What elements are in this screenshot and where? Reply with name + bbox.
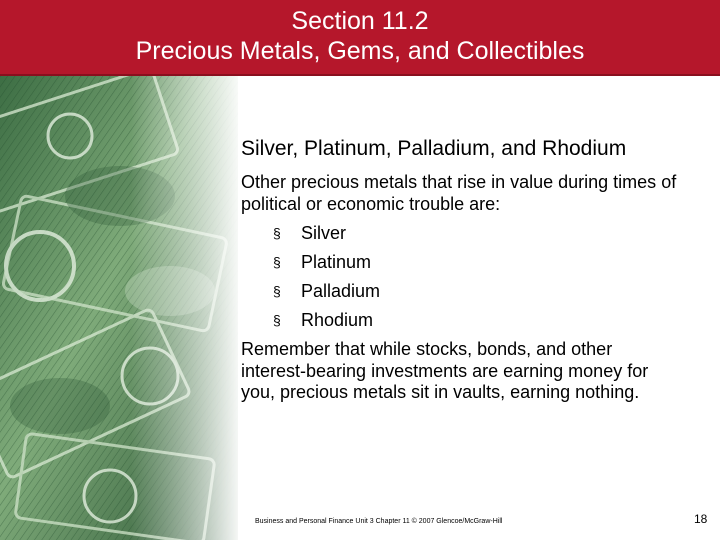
list-item xyxy=(241,277,681,306)
bullet-mark: § xyxy=(273,312,281,328)
list-item-text: Palladium xyxy=(301,281,381,301)
bullet-mark: § xyxy=(273,225,281,241)
title-line-2: Precious Metals, Gems, and Collectibles xyxy=(135,37,585,65)
intro-text: Other precious metals that rise in value during times of political or economic trouble are: xyxy=(241,172,677,214)
title-line-1: Section 11.2 xyxy=(291,7,429,35)
list-item-text: Silver xyxy=(301,223,347,243)
slide-content xyxy=(241,136,681,404)
metals-list xyxy=(241,219,681,335)
slide-footer: Business and Personal Finance Unit 3 Chapter 11 © 2007 Glencoe/McGraw-Hill xyxy=(255,518,503,525)
list-item-text: Platinum xyxy=(301,252,372,272)
list-item-text: Rhodium xyxy=(301,310,374,330)
list-item xyxy=(241,306,681,335)
content-heading: Silver, Platinum, Palladium, and Rhodium xyxy=(241,137,627,160)
list-item xyxy=(241,219,681,248)
bullet-mark: § xyxy=(273,283,281,299)
slide-title xyxy=(0,6,720,66)
page-number: 18 xyxy=(694,512,708,526)
currency-illustration xyxy=(0,76,238,540)
outro-text: Remember that while stocks, bonds, and other interest-bearing investments are earning money for you, precious metals sit in vaults, earning nothing. xyxy=(241,339,649,402)
list-item xyxy=(241,248,681,277)
bullet-mark: § xyxy=(273,254,281,270)
currency-photo xyxy=(0,76,238,540)
